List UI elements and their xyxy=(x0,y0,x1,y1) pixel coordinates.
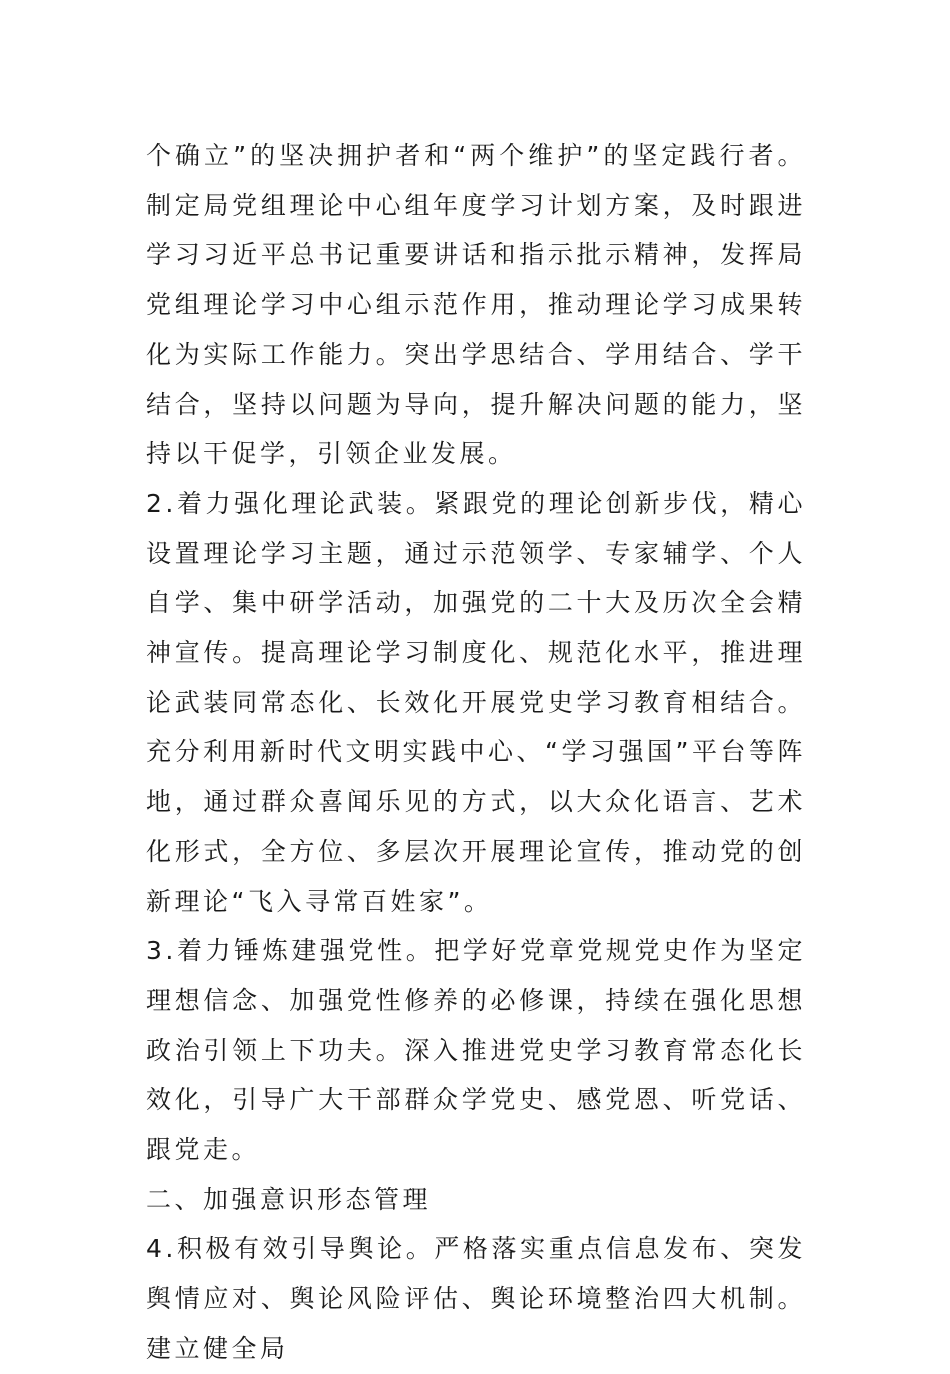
paragraph-3: 3.着力锤炼建强党性。把学好党章党规党史作为坚定理想信念、加强党性修养的必修课，持续在强化思想政治引领上下功夫。深入推进党史学习教育常态化长效化，引导广大干部群众学党史、感党恩、听党话、跟党走。 xyxy=(146,936,806,1165)
paragraph-1: 个确立”的坚决拥护者和“两个维护”的坚定践行者。制定局党组理论中心组年度学习计划方案，及时跟进学习习近平总书记重要讲话和指示批示精神，发挥局党组理论学习中心组示范作用，推动理论学习成果转化为实际工作能力。突出学思结合、学用结合、学干结合，坚持以问题为导向，提升解决问题的能力，坚持以干促学，引领企业发展。 xyxy=(146,141,806,469)
document-body xyxy=(146,131,806,1374)
paragraph-4: 4.积极有效引导舆论。严格落实重点信息发布、突发舆情应对、舆论风险评估、舆论环境整治四大机制。建立健全局 xyxy=(146,1234,806,1363)
section-heading: 二、加强意识形态管理 xyxy=(146,1184,432,1214)
paragraph-2: 2.着力强化理论武装。紧跟党的理论创新步伐，精心设置理论学习主题，通过示范领学、专家辅学、个人自学、集中研学活动，加强党的二十大及历次全会精神宣传。提高理论学习制度化、规范化水平，推进理论武装同常态化、长效化开展党史学习教育相结合。充分利用新时代文明实践中心、“学习强国”平台等阵地，通过群众喜闻乐见的方式，以大众化语言、艺术化形式，全方位、多层次开展理论宣传，推动党的创新理论“飞入寻常百姓家”。 xyxy=(146,488,806,916)
